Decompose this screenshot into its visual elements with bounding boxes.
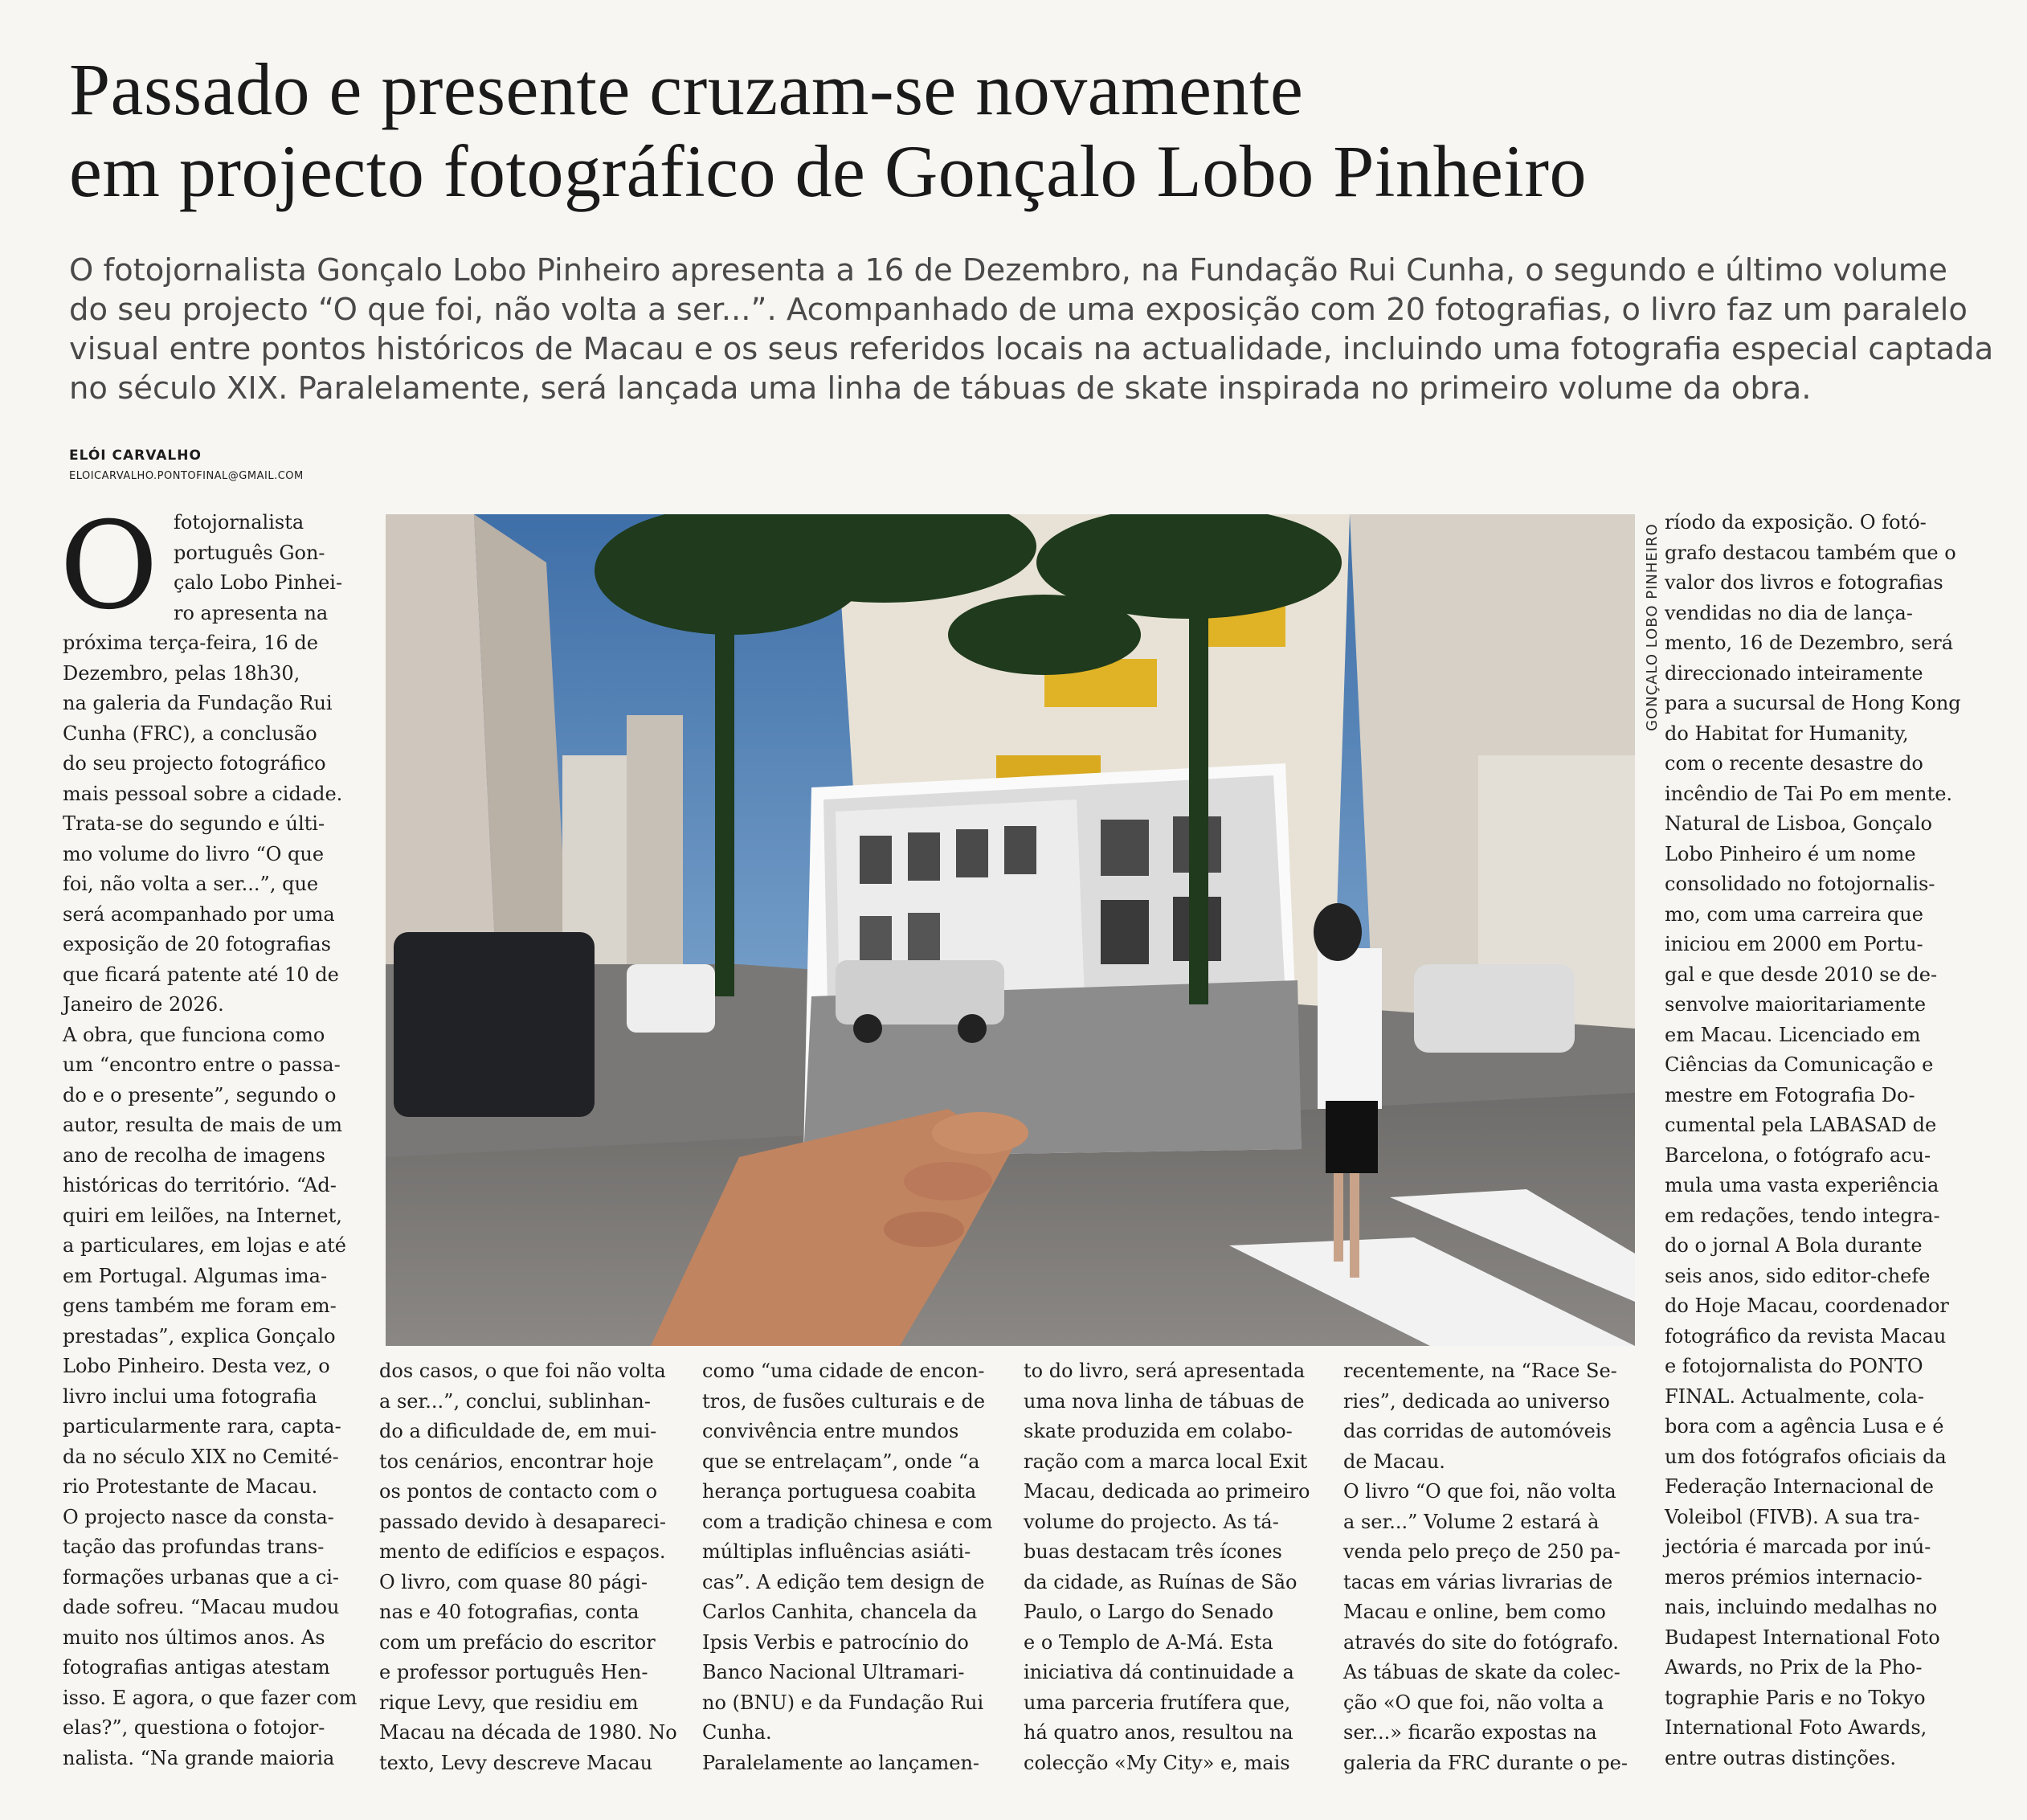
article-column-1 — [63, 508, 358, 1773]
text-line: de Macau. — [1343, 1450, 1445, 1473]
drop-cap: O — [59, 497, 158, 636]
text-line: Trata-se do segundo e últi- — [63, 812, 325, 835]
text-line: com o recente desastre do — [1665, 752, 1923, 775]
text-line: através do site do fotógrafo. — [1343, 1630, 1619, 1654]
text-line: livro inclui uma fotografia — [63, 1384, 317, 1408]
text-line: que se entrelaçam”, onde “a — [702, 1450, 980, 1473]
text-line: Budapest International Foto — [1665, 1626, 1940, 1649]
article-column-4 — [1024, 1356, 1313, 1778]
text-line: uma parceria frutífera que, — [1024, 1691, 1291, 1714]
text-line: do Hoje Macau, coordenador — [1665, 1294, 1949, 1317]
headline-line: em projecto fotográfico de Gonçalo Lobo Pinheiro — [69, 130, 1587, 212]
text-line: Macau e online, bem como — [1343, 1601, 1606, 1623]
text-line: ano de recolha de imagens — [63, 1143, 325, 1167]
text-line: ro apresenta na — [174, 601, 329, 624]
text-line: Awards, no Prix de la Pho- — [1665, 1656, 1923, 1679]
text-line: a ser...”, conclui, sublinhan- — [379, 1389, 651, 1413]
text-line: do Habitat for Humanity, — [1665, 722, 1909, 745]
text-line: mo, com uma carreira que — [1665, 902, 1923, 926]
text-line: Cunha (FRC), a conclusão — [63, 722, 317, 745]
text-line: Lobo Pinheiro. Desta vez, o — [63, 1355, 330, 1377]
lede-line: visual entre pontos históricos de Macau e os seus referidos locais na actualidade, incluindo uma fotografia especial captada — [69, 331, 1994, 367]
text-line: skate produzida em colabo- — [1024, 1420, 1293, 1442]
text-line: Macau na década de 1980. No — [379, 1721, 677, 1744]
headline-line: Passado e presente cruzam-se novamente — [69, 48, 1304, 130]
text-line: rio Protestante de Macau. — [63, 1475, 318, 1498]
text-line: próxima terça-feira, 16 de — [63, 632, 318, 654]
text-line: históricas do território. “Ad- — [63, 1174, 337, 1196]
text-line: consolidado no fotojornalis- — [1665, 873, 1935, 895]
text-line: quiri em leilões, na Internet, — [63, 1204, 342, 1227]
text-line: ser...» ficarão expostas na — [1343, 1721, 1597, 1744]
lede-line: O fotojornalista Gonçalo Lobo Pinheiro apresenta a 16 de Dezembro, na Fundação Rui Cunha, o segundo e último volume — [69, 252, 1947, 288]
text-line: da cidade, as Ruínas de São — [1024, 1570, 1298, 1593]
text-line: e professor português Hen- — [379, 1661, 648, 1683]
text-line: foi, não volta a ser...”, que — [63, 873, 319, 895]
text-line: nas e 40 fotografias, conta — [379, 1601, 640, 1623]
lede-line: do seu projecto “O que foi, não volta a ser...”. Acompanhado de uma exposição com 20 fotografias, o livro faz um paralelo — [69, 292, 1968, 328]
text-line: na galeria da Fundação Rui — [63, 692, 333, 714]
text-line: Lobo Pinheiro é um nome — [1665, 842, 1916, 865]
text-line: português Gon- — [174, 541, 325, 564]
text-line: Paralelamente ao lançamen- — [702, 1751, 980, 1774]
text-line: das corridas de automóveis — [1343, 1420, 1612, 1442]
text-line: senvolve maioritariamente — [1665, 993, 1927, 1016]
text-line: com um prefácio do escritor — [379, 1630, 656, 1654]
text-line: ríodo da exposição. O fotó- — [1665, 511, 1927, 534]
text-line: no (BNU) e da Fundação Rui — [702, 1691, 984, 1714]
text-line: dade sofreu. “Macau mudou — [63, 1596, 340, 1618]
text-line: ração com a marca local Exit — [1024, 1450, 1308, 1473]
text-line: exposição de 20 fotografias — [63, 933, 331, 955]
text-line: gal e que desde 2010 se de- — [1665, 963, 1938, 986]
byline — [69, 448, 304, 482]
text-line: isso. E agora, o que fazer com — [63, 1686, 358, 1709]
text-line: cas”. A edição tem design de — [702, 1570, 985, 1593]
text-line: do e o presente”, segundo o — [63, 1083, 337, 1106]
street-scene-illustration — [386, 514, 1635, 1346]
text-line: em redações, tendo integra- — [1665, 1204, 1940, 1227]
text-line: com a tradição chinesa e com — [702, 1510, 993, 1533]
text-line: mestre em Fotografia Do- — [1665, 1083, 1915, 1106]
text-line: tographie Paris e no Tokyo — [1665, 1686, 1926, 1709]
photo-credit: GONÇALO LOBO PINHEIRO — [1644, 523, 1661, 731]
text-line: mais pessoal sobre a cidade. — [63, 782, 343, 805]
text-line: Federação Internacional de — [1665, 1475, 1934, 1498]
text-line: e o Templo de A-Má. Esta — [1024, 1630, 1273, 1654]
text-line: direccionado inteiramente — [1665, 661, 1923, 685]
text-line: ries”, dedicada ao universo — [1343, 1389, 1610, 1413]
text-line: O livro “O que foi, não volta — [1343, 1480, 1616, 1503]
text-line: herança portuguesa coabita — [702, 1480, 977, 1503]
text-line: bora com a agência Lusa e é — [1665, 1415, 1944, 1438]
text-line: Voleibol (FIVB). A sua tra- — [1665, 1505, 1920, 1528]
text-line: texto, Levy descreve Macau — [379, 1751, 653, 1774]
text-line: e fotojornalista do PONTO — [1665, 1355, 1923, 1377]
text-line: Janeiro de 2026. — [63, 993, 224, 1016]
text-line: particularmente rara, capta- — [63, 1415, 341, 1438]
text-line: jectória é marcada por inú- — [1665, 1536, 1931, 1558]
text-line: do a dificuldade de, em mui- — [379, 1420, 657, 1442]
text-line: entre outras distinções. — [1665, 1746, 1897, 1769]
text-line: Ipsis Verbis e patrocínio do — [702, 1630, 969, 1654]
article-column-6 — [1665, 508, 1967, 1773]
text-line: do o jornal A Bola durante — [1665, 1234, 1923, 1257]
text-line: gens também me foram em- — [63, 1294, 337, 1317]
text-line: passado devido à desapareci- — [379, 1510, 666, 1533]
lede — [69, 251, 1994, 408]
text-line: será acompanhado por uma — [63, 902, 335, 926]
text-line: rique Levy, que residiu em — [379, 1691, 639, 1714]
text-line: mula uma vasta experiência — [1665, 1174, 1939, 1196]
text-line: dos casos, o que foi não volta — [379, 1360, 666, 1382]
text-line: fotografias antigas atestam — [63, 1656, 330, 1679]
text-line: O projecto nasce da consta- — [63, 1505, 334, 1528]
article-column-5 — [1343, 1356, 1634, 1778]
article-column-2 — [379, 1356, 677, 1778]
text-line: nalista. “Na grande maioria — [63, 1746, 335, 1769]
text-line: Cunha. — [702, 1721, 772, 1744]
text-line: tacas em várias livrarias de — [1343, 1570, 1613, 1593]
text-line: O livro, com quase 80 pági- — [379, 1570, 648, 1593]
text-line: Banco Nacional Ultramari- — [702, 1661, 965, 1683]
text-line: elas?”, questiona o fotojor- — [63, 1716, 325, 1739]
text-line: mento, 16 de Dezembro, será — [1665, 632, 1954, 654]
text-line: autor, resulta de mais de um — [63, 1114, 342, 1136]
text-line: venda pelo preço de 250 pa- — [1343, 1540, 1620, 1563]
text-line: meros prémios internacio- — [1665, 1565, 1923, 1589]
text-line: prestadas”, explica Gonçalo — [63, 1324, 336, 1348]
text-line: tos cenários, encontrar hoje — [379, 1450, 654, 1473]
text-line: As tábuas de skate da colec- — [1343, 1661, 1620, 1683]
text-line: volume do projecto. As tá- — [1024, 1510, 1279, 1533]
text-line: tros, de fusões culturais e de — [702, 1389, 986, 1413]
text-line: nais, incluindo medalhas no — [1665, 1596, 1938, 1618]
text-line: os pontos de contacto com o — [379, 1480, 658, 1503]
text-line: seis anos, sido editor-chefe — [1665, 1264, 1931, 1287]
text-line: ção «O que foi, não volta a — [1343, 1691, 1604, 1714]
text-line: convivência entre mundos — [702, 1420, 959, 1442]
text-line: tação das profundas trans- — [63, 1536, 325, 1558]
text-line: to do livro, será apresentada — [1024, 1360, 1306, 1382]
text-line: da no século XIX no Cemité- — [63, 1445, 339, 1468]
text-line: galeria da FRC durante o pe- — [1343, 1751, 1628, 1774]
text-line: FINAL. Actualmente, cola- — [1665, 1384, 1925, 1408]
author-name: ELÓI CARVALHO — [69, 448, 202, 464]
text-line: que ficará patente até 10 de — [63, 963, 339, 986]
text-line: um “encontro entre o passa- — [63, 1053, 341, 1076]
text-line: Natural de Lisboa, Gonçalo — [1665, 812, 1932, 835]
text-line: Ciências da Comunicação e — [1665, 1053, 1934, 1076]
text-line: iniciou em 2000 em Portu- — [1665, 933, 1923, 955]
author-email: ELOICARVALHO.PONTOFINAL@GMAIL.COM — [69, 470, 304, 482]
text-line: Carlos Canhita, chancela da — [702, 1601, 978, 1623]
text-line: fotojornalista — [174, 511, 304, 534]
text-line: grafo destacou também que o — [1665, 541, 1956, 564]
main-photo — [386, 514, 1635, 1346]
article-column-3 — [702, 1356, 991, 1778]
text-line: buas destacam três ícones — [1024, 1540, 1282, 1563]
text-line: valor dos livros e fotografias — [1665, 571, 1943, 594]
text-line: Barcelona, o fotógrafo acu- — [1665, 1143, 1931, 1167]
text-line: cumental pela LABASAD de — [1665, 1114, 1937, 1136]
text-line: çalo Lobo Pinhei- — [174, 571, 343, 594]
text-line: a particulares, em lojas e até — [63, 1234, 346, 1257]
lede-line: no século XIX. Paralelamente, será lançada uma linha de tábuas de skate inspirada no primeiro volume da obra. — [69, 370, 1812, 407]
text-line: muito nos últimos anos. As — [63, 1626, 325, 1649]
text-line: a ser...” Volume 2 estará à — [1343, 1510, 1600, 1533]
text-line: colecção «My City» e, mais — [1024, 1751, 1290, 1774]
headline — [69, 48, 1981, 212]
text-line: do seu projecto fotográfico — [63, 752, 326, 775]
text-line: Dezembro, pelas 18h30, — [63, 661, 300, 685]
text-line: Macau, dedicada ao primeiro — [1024, 1480, 1310, 1503]
text-line: em Macau. Licenciado em — [1665, 1023, 1921, 1046]
text-line: mento de edifícios e espaços. — [379, 1540, 666, 1563]
text-line: Paulo, o Largo do Senado — [1024, 1601, 1274, 1623]
text-line: múltiplas influências asiáti- — [702, 1540, 971, 1563]
text-line: iniciativa dá continuidade a — [1024, 1661, 1294, 1683]
text-line: vendidas no dia de lança- — [1665, 601, 1913, 624]
text-line: como “uma cidade de encon- — [702, 1360, 985, 1382]
text-line: A obra, que funciona como — [63, 1023, 325, 1046]
text-line: recentemente, na “Race Se- — [1343, 1360, 1617, 1382]
held-photograph — [803, 763, 1302, 1157]
text-line: em Portugal. Algumas ima- — [63, 1264, 328, 1287]
text-line: formações urbanas que a ci- — [63, 1565, 340, 1589]
text-line: há quatro anos, resultou na — [1024, 1721, 1293, 1744]
text-line: International Foto Awards, — [1665, 1716, 1927, 1739]
text-line: um dos fotógrafos oficiais da — [1665, 1445, 1947, 1468]
text-line: para a sucursal de Hong Kong — [1665, 692, 1961, 714]
text-line: mo volume do livro “O que — [63, 842, 325, 865]
text-line: fotográfico da revista Macau — [1665, 1324, 1947, 1348]
text-line: uma nova linha de tábuas de — [1024, 1389, 1305, 1413]
text-line: incêndio de Tai Po em mente. — [1665, 782, 1953, 805]
